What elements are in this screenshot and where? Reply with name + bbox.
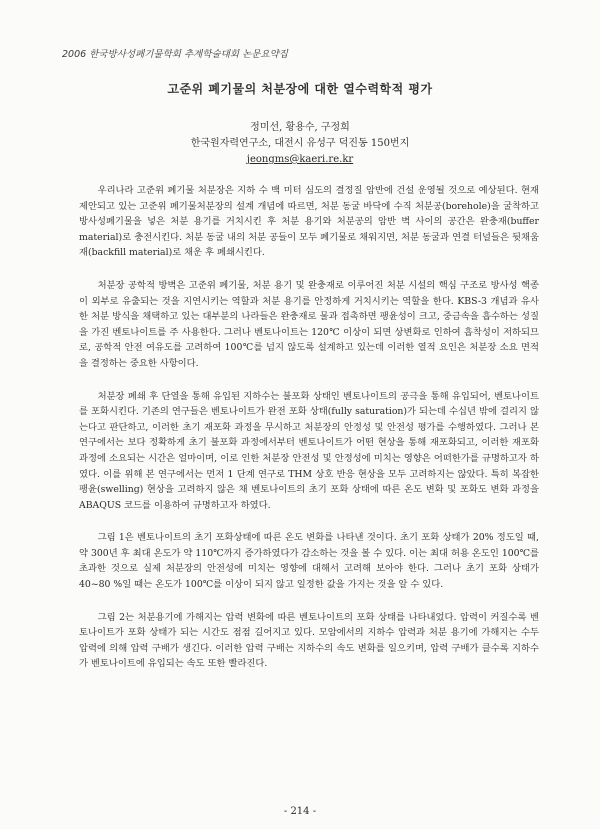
paragraph-5: 그림 2는 처분용기에 가해지는 압력 변화에 따른 벤토나이트의 포화 상태를 나타내었다. 압력이 커질수록 벤토나이트가 포화 상태가 되는 시간도 점점 길어지고 있다. 모암에서의 지하수 압력과 처분 용기에 가해지는 수두 압력에 의해 압력 구배가 생긴다. 이러한 압력 구배는 지하수의 속도 변화를 일으키며, 압력 구배가 클수록 지하수가 벤토나이트에 유입되는 속도 또한 빨라진다.: [79, 611, 539, 670]
paragraph-3: 처분장 폐쇄 후 단열을 통해 유입된 지하수는 불포화 상태인 벤토나이트의 공극을 통해 유입되어, 벤토나이트를 포화시킨다. 기존의 연구들은 벤토나이트가 완전 포화 상태(fully saturation)가 되는데 수십년 밖에 걸리지 않는다고 판단하고, 이러한 초기 재포화 과정을 무시하고 처분장의 안정성 및 안전성 평가를 수행하였다. 그러나 본 연구에서는 보다 정확하게 초기 불포화 과정에서부터 벤토나이트가 어떤 현상을 통해 재포화되고, 이러한 재포화 과정에 소요되는 시간은 얼마이며, 이로 인한 처분장 안전성 및 안정성에 미치는 영향은 어떠한가를 규명하고자 하였다. 이를 위해 본 연구에서는 먼저 1 단계 연구로 THM 상호 반응 현상을 모두 고려하지는 않았다. 특히 복잡한 팽윤(swelling) 현상을 고려하지 않은 채 벤토나이트의 초기 포화 상태에 따른 온도 변화 및 포화도 변화 과정을 ABAQUS 코드를 이용하여 규명하고자 하였다.: [79, 390, 539, 511]
author-block: [0, 120, 600, 168]
page-number: - 214 -: [283, 806, 317, 817]
affiliation: 한국원자력연구소, 대전시 유성구 덕진동 150번지: [190, 138, 410, 149]
paragraph-2: 처분장 공학적 방벽은 고준위 폐기물, 처분 용기 및 완충재로 이루어진 처분 시설의 핵심 구조로 방사성 핵종이 외부로 유출되는 것을 지연시키는 역할과 처분 용기를 안정하게 거치시키는 역할을 한다. KBS-3 개념과 유사한 처분 방식을 채택하고 있는 대부분의 나라들은 완충재로 물과 접촉하면 팽윤성이 크고, 중금속을 흡수하는 성질을 가진 벤토나이트를 주 사용한다. 그러나 벤토나이트는 120℃ 이상이 되면 상변화로 인하여 흡착성이 저하되므로, 공학적 안전 여유도를 고려하여 100℃를 넘지 않도록 설계하고 있는데 이러한 열적 요인은 처분장 소요 면적을 결정하는 중요한 사항이다.: [79, 279, 539, 369]
authors: 정미선, 황용수, 구정희: [250, 122, 350, 133]
proceedings-header: 2006 한국방사성폐기물학회 추계학술대회 논문요약집: [62, 49, 288, 60]
paragraph-4: 그림 1은 벤토나이트의 초기 포화상태에 따른 온도 변화를 나타낸 것이다. 초기 포화 상태가 20% 정도일 때, 약 300년 후 최대 온도가 약 110℃까지 증가하였다가 감소하는 것을 볼 수 있다. 이는 최대 허용 온도인 100℃를 초과한 것으로 실제 처분장의 안전성에 미치는 영향에 대해서 고려해 보아야 한다. 그러나 초기 포화 상태가 40~80 %일 때는 온도가 100℃를 이상이 되지 않고 일정한 값을 가지는 것을 알 수 있다.: [79, 532, 539, 591]
paper-title: 고준위 폐기물의 처분장에 대한 열수력학적 평가: [167, 82, 433, 96]
abstract-body: [79, 183, 539, 689]
paragraph-1: 우리나라 고준위 폐기물 처분장은 지하 수 백 미터 심도의 결정질 암반에 건설 운영될 것으로 예상된다. 현재 제안되고 있는 고준위 폐기물처분장의 설계 개념에 따르면, 처분 동굴 바닥에 수직 처분공(borehole)을 굴착하고 방사성폐기물을 넣은 처분 용기를 거치시킨 후 처분 용기와 처분공의 암반 벽 사이의 공간은 완충재(buffer material)로 충전시킨다. 처분 동굴 내의 처분 공들이 모두 폐기물로 채워지면, 처분 동굴과 연결 터널들은 뒷채움재(backfill material)로 채운 후 폐쇄시킨다.: [79, 185, 539, 259]
email-link[interactable]: jeongms@kaeri.re.kr: [246, 154, 354, 165]
